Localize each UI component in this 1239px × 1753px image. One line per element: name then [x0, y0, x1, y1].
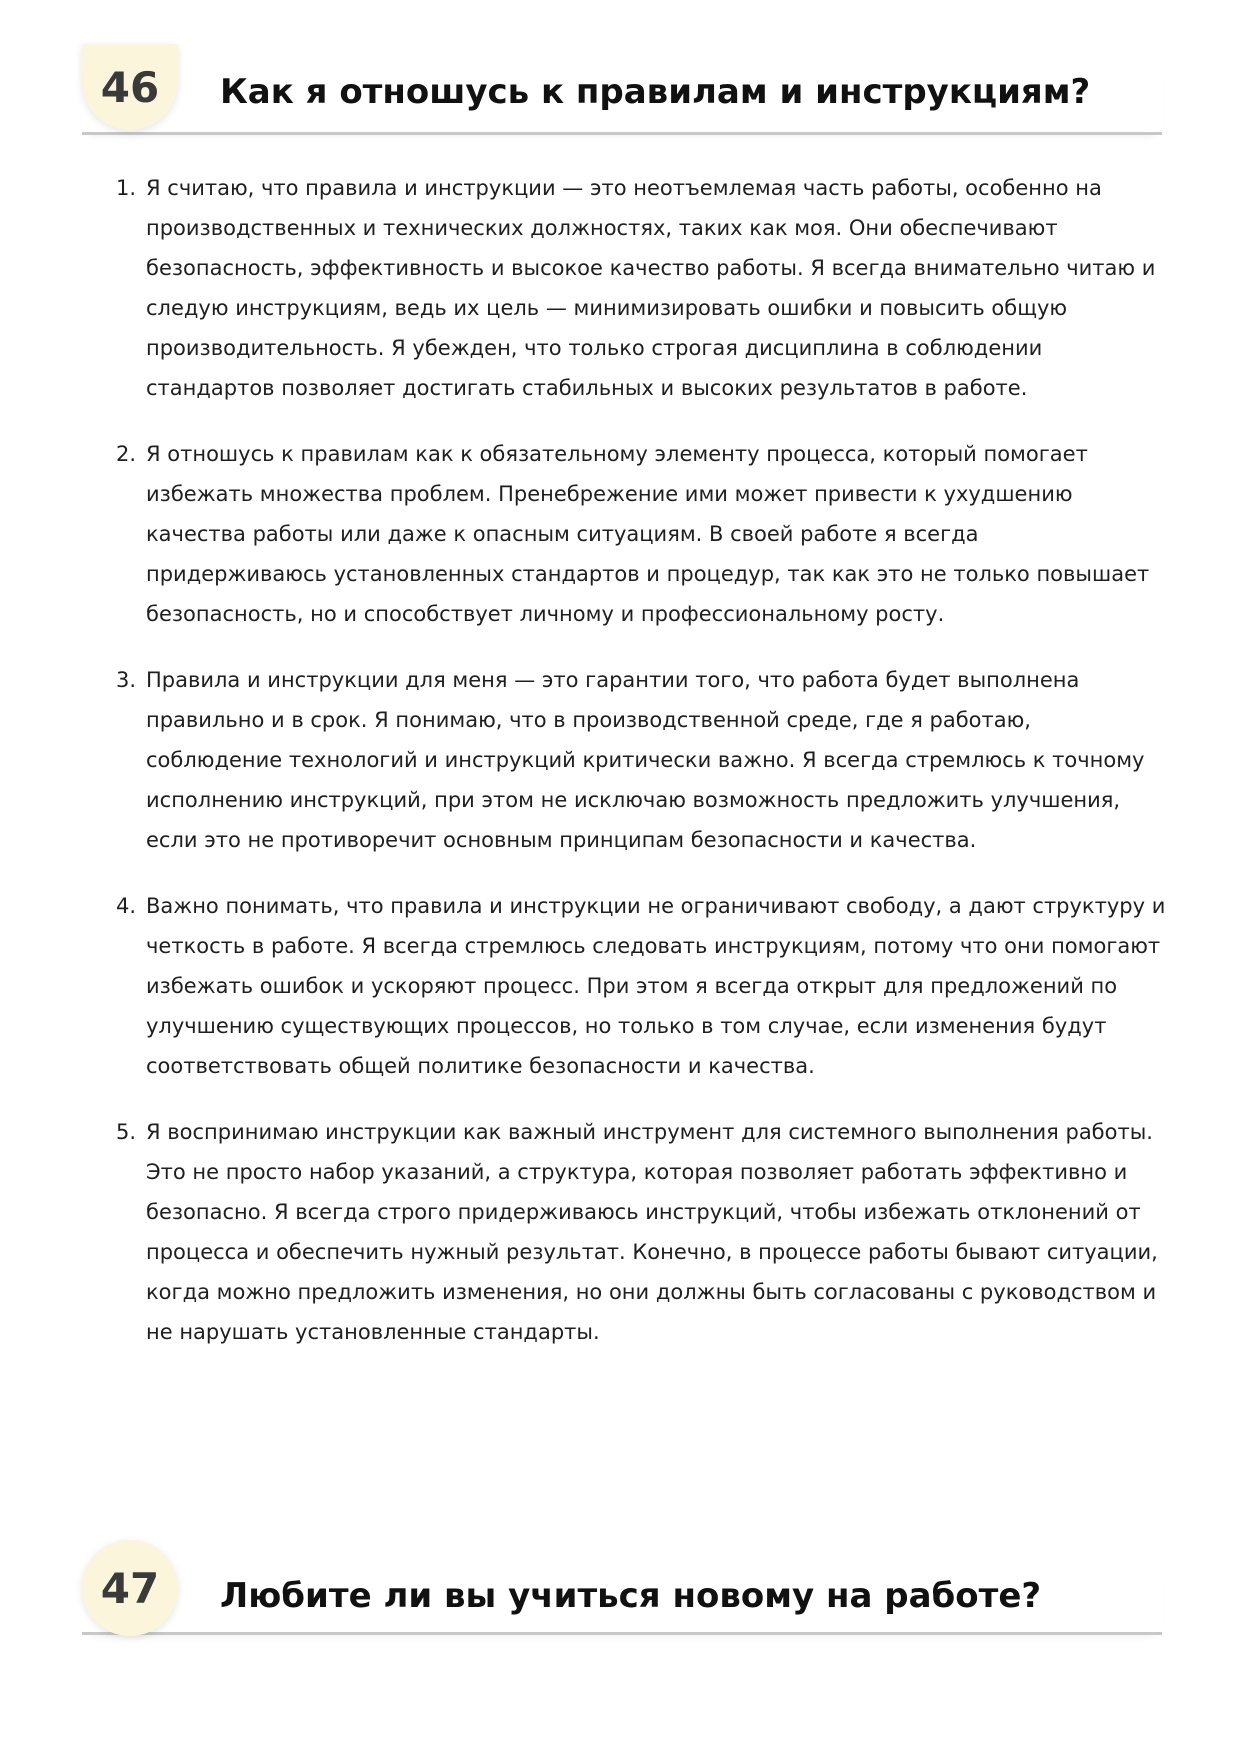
answer-text: Я воспринимаю инструкции как важный инструмент для системного выполнения работы. Это не просто набор указаний, а структура, которая позволяет работать эффективно и безопасно. Я всегда строго придерживаюсь инструкций, чтобы избежать отклонений от процесса и обеспечить нужный результат. Конечно, в процессе работы бывают ситуации, когда можно предложить изменения, но они должны быть согласованы с руководством и не нарушать установленные стандарты.: [146, 1120, 1158, 1344]
answer-number: 5.: [116, 1120, 137, 1144]
answer-item: [116, 886, 1166, 1086]
question-number-badge: 47: [82, 1540, 178, 1636]
answer-item: [116, 1112, 1166, 1352]
answer-text: Я отношусь к правилам как к обязательному элементу процесса, который помогает избежать множества проблем. Пренебрежение ими может привести к ухудшению качества работы или даже к опасным ситуациям. В своей работе я всегда придерживаюсь установленных стандартов и процедур, так как это не только повышает безопасность, но и способствует личному и профессиональному росту.: [146, 442, 1150, 626]
answer-item: [116, 168, 1166, 408]
answer-number: 3.: [116, 668, 137, 692]
section-header-47: [82, 1560, 1162, 1635]
answer-number: 1.: [116, 176, 137, 200]
answer-number: 2.: [116, 442, 137, 466]
answer-list: [116, 168, 1166, 1378]
section-header-46: [82, 60, 1162, 135]
answer-text: Важно понимать, что правила и инструкции не ограничивают свободу, а дают структуру и четкость в работе. Я всегда стремлюсь следовать инструкциям, потому что они помогают избежать ошибок и ускоряют процесс. При этом я всегда открыт для предложений по улучшению существующих процессов, но только в том случае, если изменения будут соответствовать общей политике безопасности и качества.: [146, 894, 1166, 1078]
question-number-badge: 46: [82, 44, 178, 130]
answer-item: [116, 660, 1166, 860]
answer-text: Я считаю, что правила и инструкции — это неотъемлемая часть работы, особенно на производственных и технических должностях, таких как моя. Они обеспечивают безопасность, эффективность и высокое качество работы. Я всегда внимательно читаю и следую инструкциям, ведь их цель — минимизировать ошибки и повысить общую производительность. Я убежден, что только строгая дисциплина в соблюдении стандартов позволяет достигать стабильных и высоких результатов в работе.: [146, 176, 1156, 400]
answer-number: 4.: [116, 894, 137, 918]
answer-text: Правила и инструкции для меня — это гарантии того, что работа будет выполнена правильно и в срок. Я понимаю, что в производственной среде, где я работаю, соблюдение технологий и инструкций критически важно. Я всегда стремлюсь к точному исполнению инструкций, при этом не исключаю возможность предложить улучшения, если это не противоречит основным принципам безопасности и качества.: [146, 668, 1145, 852]
question-title: Любите ли вы учиться новому на работе?: [220, 1576, 1042, 1616]
answer-item: [116, 434, 1166, 634]
question-title: Как я отношусь к правилам и инструкциям?: [220, 72, 1091, 112]
